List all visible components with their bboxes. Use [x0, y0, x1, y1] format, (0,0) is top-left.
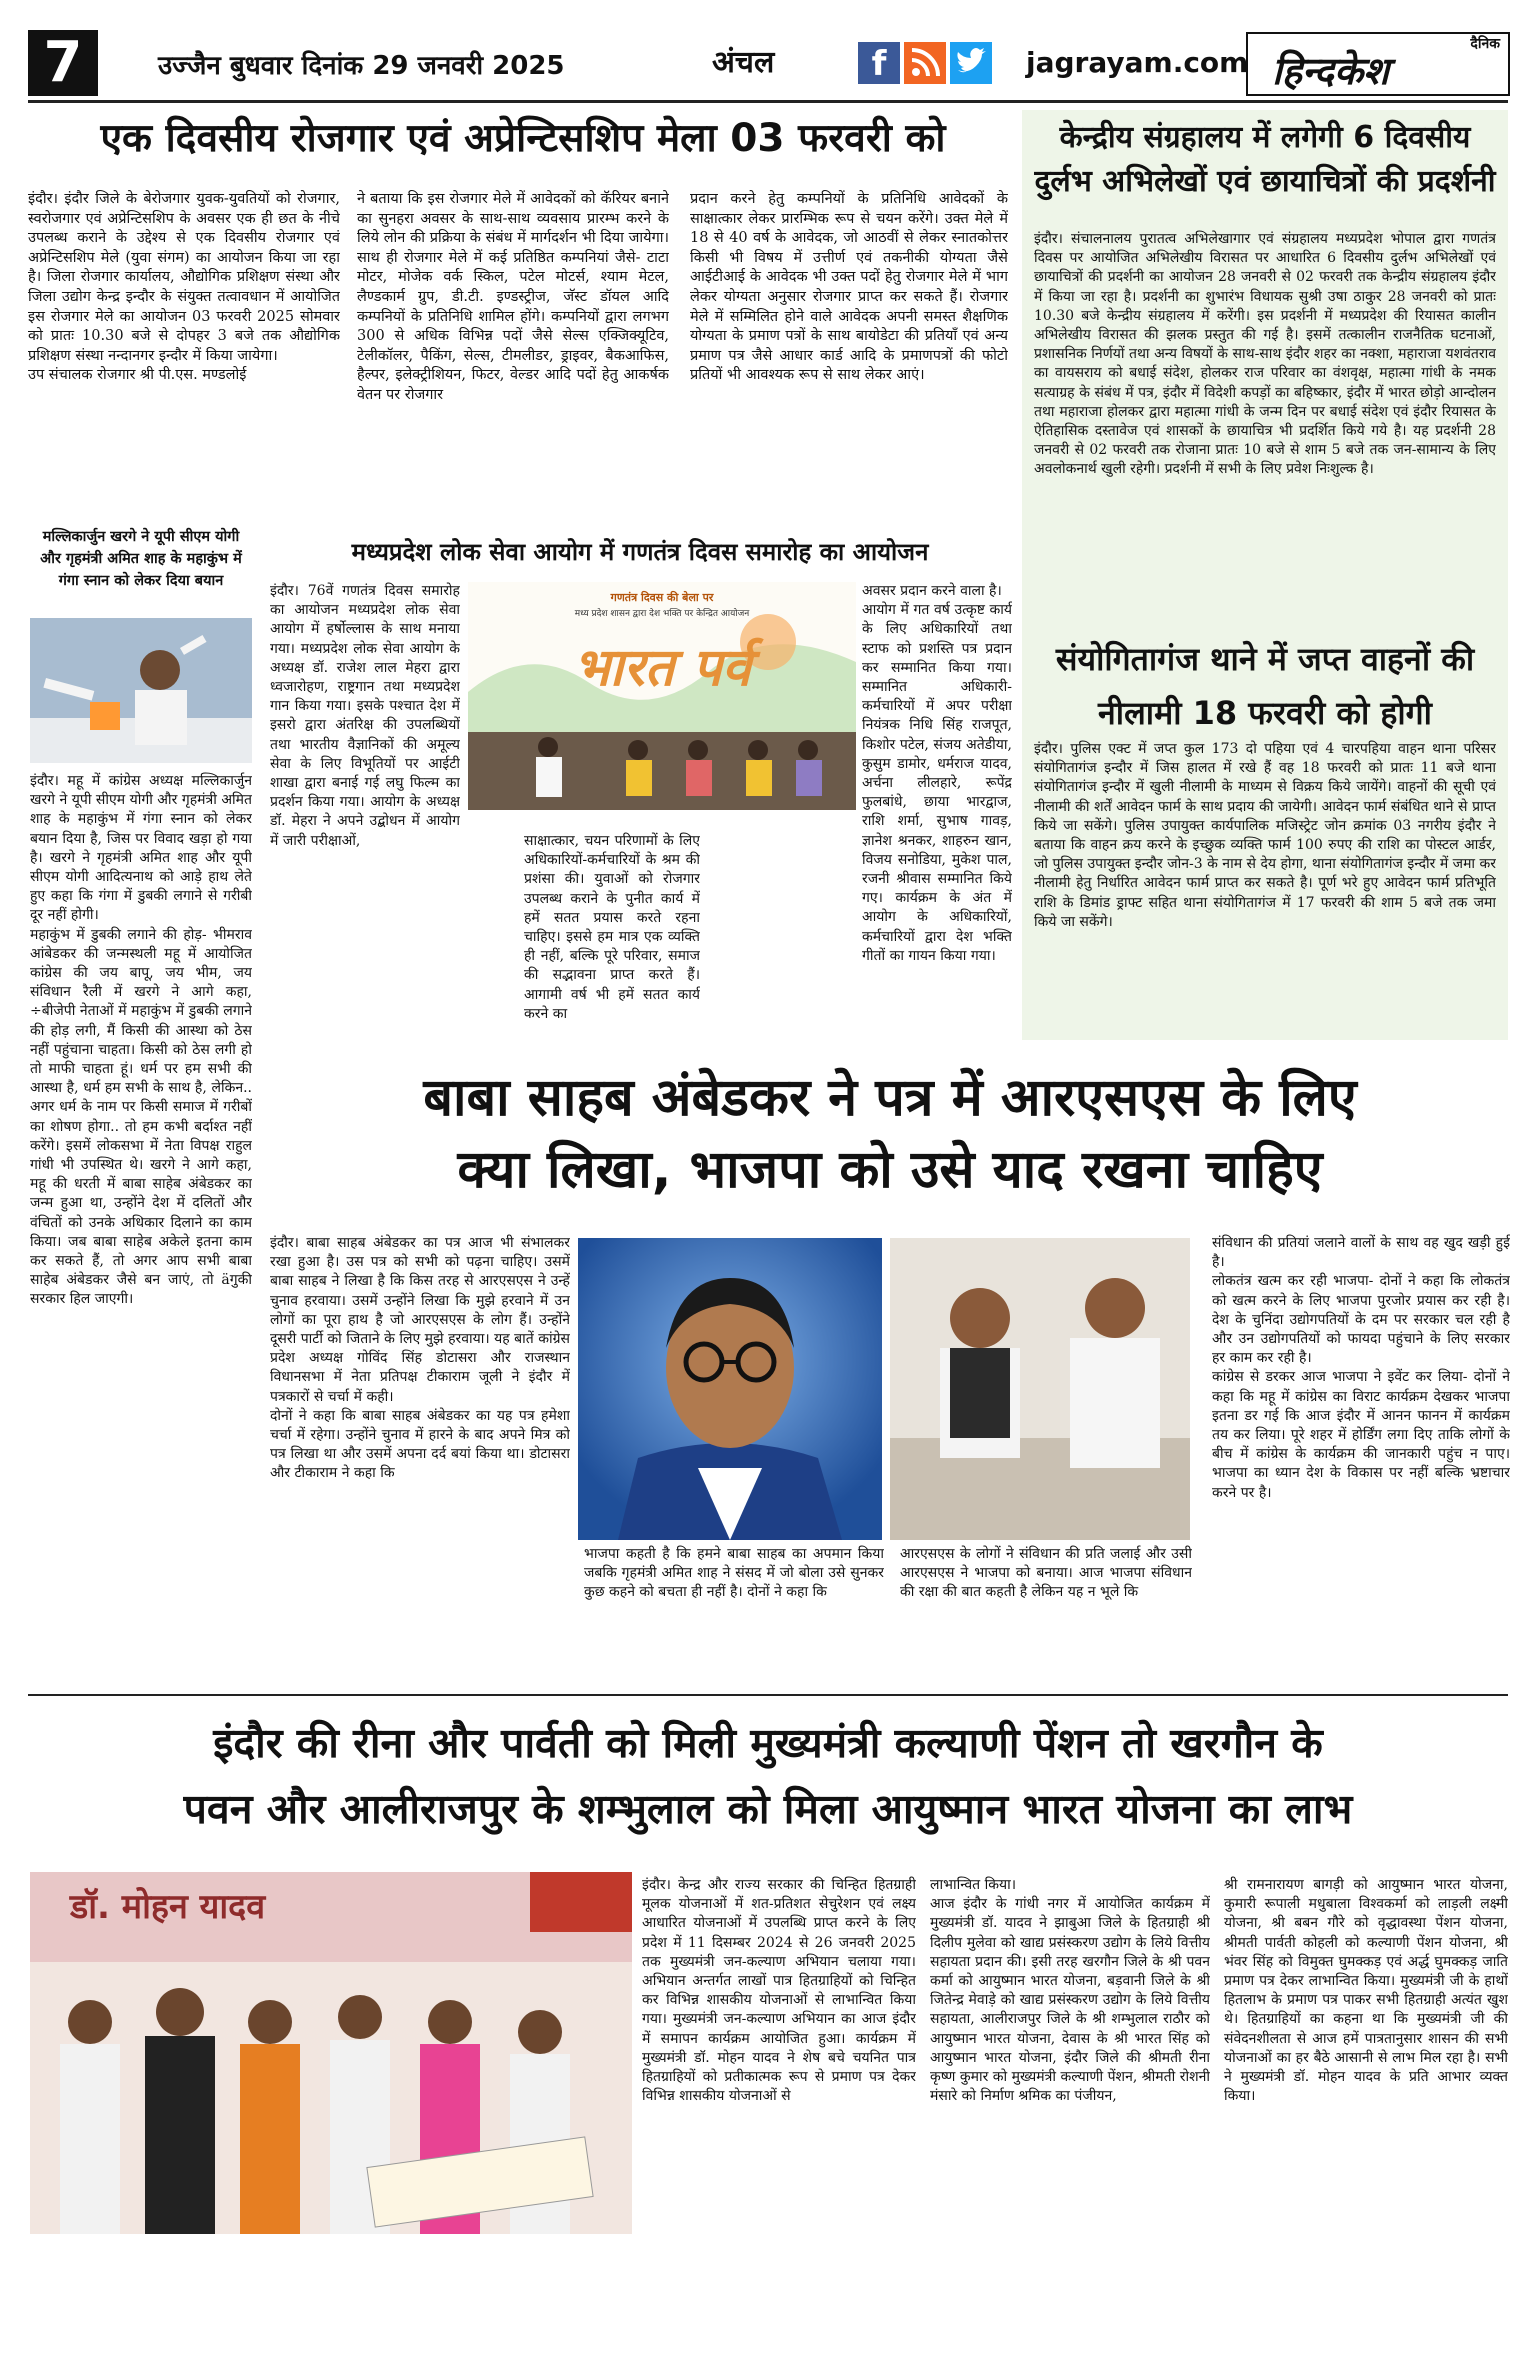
article-ambedkar-col3: संविधान की प्रतियां जलाने वालों के साथ वह खुद खड़ी हुई है। लोकतंत्र खत्म कर रही भाजपा- दोनों ने कहा कि लोकतंत्र को खत्म करने के लिए भाजपा पुरजोर प्रयास कर रही है। देश के चुनिंदा उद्योगपतियों के दम पर सरकार चल रही है और उन उद्योगपतियों को फायदा पहुंचाने के लिए सरकार हर काम कर रही है। कांग्रेस से डरकर आज भाजपा ने इवेंट कर लिया- दोनों ने कहा कि महू में कांग्रेस का विराट कार्यक्रम देखकर भाजपा इतना डर गई कि आज इंदौर में आनन फानन में कार्यक्रम तय कर लिया। पूरे शहर में होर्डिंग लगा दिए ताकि लोगों के बीच में कांग्रेस के कार्यक्रम की जानकारी पहुंच न पाए। भाजपा का ध्यान देश के विकास पर नहीं बल्कि भ्रष्टाचार करने पर है। [1212, 1235, 1510, 1501]
page-number: 7 [43, 30, 83, 95]
paper-logo [1246, 32, 1510, 96]
ambedkar-caption-2: आरएसएस के लोगों ने संविधान की प्रति जलाई और उसी आरएसएस ने भाजपा को बनाया। आज भाजपा संविधान की रक्षा की बात कहती है लेकिन यह न भूले कि [900, 1546, 1192, 1600]
headline-mppsc: मध्यप्रदेश लोक सेवा आयोग में गणतंत्र दिवस समारोह का आयोजन [351, 538, 929, 566]
kharge-photo [30, 618, 252, 763]
headline-ambedkar-line1: बाबा साहब अंबेडकर ने पत्र में आरएसएस के लिए [423, 1068, 1357, 1128]
article-neelami-body: इंदौर। पुलिस एक्ट में जप्त कुल 173 दो पहिया एवं 4 चारपहिया वाहन थाना परिसर संयोगितागंज इन्दौर में जिस हालत में रखे हैं वह 18 फरवरी को प्रातः 11 बजे थाना संयोगितागंज इन्दौर में खुली नीलामी के माध्यम से विक्रय किये जायेंगे। वाहनों की सूची एवं नीलामी की शर्तें आवेदन फार्म के साथ प्रदाय की जायेगी। आवेदन फार्म संबंधित थाने से प्राप्त किये जा सकेंगे। पुलिस उपायुक्त कार्यपालिक मजिस्ट्रेट जोन क्रमांक 03 नगरीय इंदौर ने बताया कि वाहन क्रय करने के इच्छुक व्यक्ति फार्म 100 रुपए की राशि का पोस्टल आर्डर, जो पुलिस उपायुक्त इन्दौर जोन-3 के नाम से देय होगा, थाना संयोगितागंज इन्दौर में जमा कर नीलामी हेतु निर्धारित आवेदन फार्म प्राप्त कर सकते है। पूर्ण भरे हुए आवेदन फार्म प्रतिभूति राशि के डिमांड ड्राफ्ट सहित थाना संयोगितागंज में 17 फरवरी की शाम 5 बजे तक जमा किये जा सकेंगे। [1034, 741, 1496, 930]
paper-tag: दैनिक [1470, 36, 1500, 52]
press-conference-photo [890, 1238, 1190, 1540]
headline-rojgar-mela: एक दिवसीय रोजगार एवं अप्रेन्टिसशिप मेला 03 फरवरी को [100, 116, 946, 161]
bharat-parv-photo [468, 582, 856, 810]
paper-name: हिन्दकेश [1272, 49, 1389, 93]
section-divider [28, 1694, 1508, 1696]
twitter-icon[interactable] [950, 42, 992, 84]
jankalyan-photo [30, 1872, 632, 2234]
article-ambedkar-col1: इंदौर। बाबा साहब अंबेडकर का पत्र आज भी संभालकर रखा हुआ है। उस पत्र को सभी को पढ़ना चाहिए। उसमें बाबा साहब ने लिखा है कि किस तरह से आरएसएस ने उन्हें चुनाव हरवाया। उसमें उन्होंने लिखा कि मुझे हरवाने में उन लोगों का पूरा हाथ है जो आरएसएस के लोग हैं। उन्होंने दूसरी पार्टी को जिताने के लिए मुझे हरवाया। यह बातें कांग्रेस प्रदेश अध्यक्ष गोविंद सिंह डोटासरा और राजस्थान विधानसभा में नेता प्रतिपक्ष टीकाराम जूली ने इंदौर में पत्रकारों से चर्चा में कही। दोनों ने कहा कि बाबा साहब अंबेडकर का यह पत्र हमेशा चर्चा में रहेगा। उन्होंने चुनाव में हारने के बाद अपने मित्र को पत्र लिखा था और उसमें अपना दर्द बयां किया था। डोटासरा और टीकाराम ने कहा कि [270, 1235, 570, 1482]
article-rojgar-col3: प्रदान करने हेतु कम्पनियों के प्रतिनिधि आवेदकों के साक्षात्कार लेकर प्रारम्भिक रूप से चयन करेंगे। उक्त मेले में 18 से 40 वर्ष के आवेदक, जो आठवीं से लेकर स्नातकोत्तर किसी भी विषय में उत्तीर्ण एवं तकनीकी योग्यता जैसे आईटीआई के आवेदक भी उक्त पदों हेतु रोजगार मेले में भाग लेकर योग्यता अनुसार रोजगार प्राप्त कर सकते हैं। रोजगार मेले में सम्मिलित होने वाले आवेदक अपनी समस्त शैक्षणिक योग्यता के प्रमाण पत्रों के साथ बायोडेटा की प्रतियाँ एवं अन्य प्रमाण पत्र जैसे आधार कार्ड आदि के प्रमाणपत्रों की फोटो प्रतियों भी आवश्यक रूप से साथ लेकर आएं। [690, 191, 1008, 384]
article-rojgar-col1: इंदौर। इंदौर जिले के बेरोजगार युवक-युवतियों को रोजगार, स्वरोजगार एवं अप्रेन्टिसशिप के अवसर एक ही छत के नीचे उपलब्ध कराने के उद्देश्य से एक दिवसीय रोजगार एवं अप्रेन्टिसशिप मेले (युवा संगम) का आयोजन किया जा रहा है। जिला रोजगार कार्यालय, औद्योगिक प्रशिक्षण संस्था और जिला उद्योग केन्द्र इन्दौर के संयुक्त तत्वावधान में आयोजित इस रोजगार मेले का आयोजन 03 फरवरी 2025 सोमवार को प्रातः 10.30 बजे से दोपहर 3 बजे तक औद्योगिक प्रशिक्षण संस्था नन्दानगर इन्दौर में किया जायेगा। उप संचालक रोजगार श्री पी.एस. मण्डलोई [28, 191, 340, 384]
photo-banner-text: डॉ. मोहन यादव [70, 1887, 266, 1927]
article-mppsc-col2: साक्षात्कार, चयन परिणामों के लिए अधिकारियों-कर्मचारियों के श्रम की प्रशंसा की। युवाओं को रोजगार उपलब्ध कराने के पुनीत कार्य में हमें सतत प्रयास करते रहना चाहिए। इससे हम मात्र एक व्यक्ति ही नहीं, बल्कि पूरे परिवार, समाज की सद्भावना प्राप्त करते हैं। आगामी वर्ष भी हमें सतत कार्य करने का [524, 833, 700, 1022]
website-url[interactable]: jagrayam.com [1026, 46, 1249, 79]
article-jankalyan-col1: इंदौर। केन्द्र और राज्य सरकार की चिन्हित हितग्राही मूलक योजनाओं में शत-प्रतिशत सेचुरेशन एवं लक्ष्य आधारित योजनाओं में उपलब्धि प्राप्त करने के लिए प्रदेश में 11 दिसम्बर 2024 से 26 जनवरी 2025 तक मुख्यमंत्री जन-कल्याण अभियान चलाया गया। अभियान अन्तर्गत लाखों पात्र हितग्राहियों को चिन्हित कर विभिन्न शासकीय योजनाओं से लाभान्वित किया गया। मुख्यमंत्री जन-कल्याण अभियान का आज इंदौर में समापन कार्यक्रम आयोजित हुआ। कार्यक्रम में मुख्यमंत्री डॉ. मोहन यादव ने शेष बचे चयनित पात्र हितग्राहियों को प्रतीकात्मक रूप से प्रमाण पत्र देकर विभिन्न शासकीय योजनाओं से [642, 1877, 916, 2105]
facebook-icon[interactable]: f [858, 42, 900, 84]
headline-kharge: मल्लिकार्जुन खरगे ने यूपी सीएम योगी और गृहमंत्री अमित शाह के महाकुंभ में गंगा स्नान को लेकर दिया बयान [30, 526, 252, 592]
headline-jankalyan-line2: पवन और आलीराजपुर के शम्भुलाल को मिला आयुष्मान भारत योजना का लाभ [183, 1785, 1353, 1833]
banner-line2: मध्य प्रदेश शासन द्वारा देश भक्ति पर केन्द्रित आयोजन [574, 609, 750, 619]
banner-title: भारत पर्व [573, 638, 751, 698]
rss-icon[interactable] [904, 42, 946, 84]
headline-ambedkar-line2: क्या लिखा, भाजपा को उसे याद रखना चाहिए [457, 1140, 1323, 1200]
social-icons [858, 42, 994, 84]
article-jankalyan-col2: लाभान्वित किया। आज इंदौर के गांधी नगर में आयोजित कार्यक्रम में मुख्यमंत्री डॉ. यादव ने झाबुआ जिले के हितग्राही श्री दिलीप मुलेवा को खाद्य प्रसंस्करण उद्योग के लिये वित्तीय सहायता प्रदान की। इसी तरह खरगौन जिले के श्री पवन कर्मा को आयुष्मान भारत योजना, बड़वानी जिले के श्री जितेन्द्र मेवाड़े को खाद्य प्रसंस्करण उद्योग के लिये वित्तीय सहायता, आलीराजपुर जिले के श्री शम्भुलाल राठौर को आयुष्मान भारत योजना, देवास के श्री भारत सिंह को आयुष्मान भारत योजना, इंदौर जिले की श्रीमती रीना कृष्ण कुमार को मुख्यमंत्री कल्याणी पेंशन, श्रीमती रोशनी मंसारे को निर्माण श्रमिक का पंजीयन, [930, 1877, 1210, 2105]
article-kharge-body: इंदौर। महू में कांग्रेस अध्यक्ष मल्लिकार्जुन खरगे ने यूपी सीएम योगी और गृहमंत्री अमित शाह के महाकुंभ में गंगा स्नान को लेकर बयान दिया है, जिस पर विवाद खड़ा हो गया है। खरगे ने गृहमंत्री अमित शाह और यूपी सीएम योगी आदित्यनाथ को आड़े हाथ लेते हुए कहा कि गंगा में डुबकी लगाने से गरीबी दूर नहीं होगी। महाकुंभ में डुबकी लगाने की होड़- भीमराव आंबेडकर की जन्मस्थली महू में आयोजित कांग्रेस की जय बापू, जय भीम, जय संविधान रैली में खरगे ने आगे कहा, ÷बीजेपी नेताओं में महाकुंभ में डुबकी लगाने की होड़ लगी, मैं किसी की आस्था को ठेस नहीं पहुंचाना चाहता। किसी को ठेस लगी हो तो माफी चाहता हूं। धर्म पर हम सभी की आस्था है, धर्म हम सभी के साथ है, लेकिन.. अगर धर्म के नाम पर किसी समाज में गरीबों का शोषण होगा.. तो हम कभी बर्दाश्त नहीं करेंगे। इसमें लोकसभा में नेता विपक्ष राहुल गांधी भी उपस्थित थे। खरगे ने आगे कहा, महू की धरती में बाबा साहेब अंबेडकर का जन्म हुआ था, उन्होंने देश में दलितों और वंचितों को उनके अधिकार दिलाने का काम किया। जब बाबा साहेब अकेले इतना काम कर सकते हैं, तो अगर आप सभी बाबा साहेब अंबेडकर जैसे बन जाएं, तो äगुकी सरकार हिल जाएगी। [30, 773, 252, 1308]
article-jankalyan-col3: श्री रामनारायण बागड़ी को आयुष्मान भारत योजना, कुमारी रूपाली मधुबाला विश्वकर्मा को लाड़ली लक्ष्मी योजना, श्री बबन गौरे को वृद्धावस्था पेंशन योजना, श्रीमती पार्वती कोहली को कल्याणी पेंशन योजना, श्री भंवर सिंह को विमुक्त घुमक्कड़ एवं अर्द्ध घुमक्कड़ जाति प्रमाण पत्र देकर लाभान्वित किया। मुख्यमंत्री जी के हाथों हितलाभ के प्रमाण पत्र पाकर सभी हितग्राही अत्यंत खुश थे। हितग्राहियों का कहना था कि मुख्यमंत्री जी की संवेदनशीलता से आज हमें पात्रतानुसार शासन की सभी योजनाओं का हर बैठे आसानी से लाभ मिल रहा है। सभी ने मुख्यमंत्री डॉ. मोहन यादव के प्रति आभार व्यक्त किया। [1224, 1877, 1508, 2105]
article-rojgar-col2: ने बताया कि इस रोजगार मेले में आवेदकों को कॅरियर बनाने का सुनहरा अवसर के साथ-साथ व्यवसाय प्रारम्भ करने के लिये लोन की प्रक्रिया के संबंध में मार्गदर्शन भी दिया जायेगा। साथ ही रोजगार मेले में कई प्रतिष्ठित कम्पनियां जैसे- टाटा मोटर, मोजेक वर्क स्किल, पटेल मोटर्स, श्याम मेटल, लैण्डकार्म ग्रुप, डी.टी. इण्डस्ट्रीज, जॅस्ट डॉयल आदि कम्पनियों के प्रतिनिधि शामिल होंगे। कम्पनियों द्वारा लगभग 300 से अधिक विभिन्न पदों जैसे सेल्स एक्जिक्यूटिव, टेलीकॉलर, पैकिंग, सेल्स, टीमलीडर, ड्राइवर, बैकआफिस, हैल्पर, इलेक्ट्रीशियन, फिटर, वेल्डर आदि पदों हेतु आकर्षक वेतन पर रोजगार [357, 191, 669, 403]
banner-small-text: गणतंत्र दिवस की बेला पर [610, 591, 714, 604]
headline-jankalyan-line1: इंदौर की रीना और पार्वती को मिली मुख्यमंत्री कल्याणी पेंशन तो खरगौन के [213, 1719, 1323, 1767]
headline-neelami: संयोगितागंज थाने में जप्त वाहनों की नीलामी 18 फरवरी को होगी [1055, 640, 1475, 732]
masthead [28, 30, 1508, 98]
dateline: उज्जैन बुधवार दिनांक 29 जनवरी 2025 [158, 51, 565, 81]
page-number-box [28, 30, 98, 96]
masthead-rule [28, 100, 1508, 103]
article-sangrahalay-body: इंदौर। संचालनालय पुरातत्व अभिलेखागार एवं संग्रहालय मध्यप्रदेश भोपाल द्वारा गणतंत्र दिवस पर आयोजित अभिलेखीय विरासत पर आधारित 6 दिवसीय दुर्लभ अभिलेखों एवं छायाचित्रों की प्रदर्शनी का आयोजन 28 जनवरी से 02 फरवरी तक केन्द्रीय संग्रहालय इंदौर में किया जा रहा है। प्रदर्शनी का शुभारंभ विधायक सुश्री उषा ठाकुर 28 जनवरी को प्रातः 10.30 बजे केन्द्रीय संग्रहालय में करेंगी। इस प्रदर्शनी में मध्यप्रदेश की रियासत कालीन अभिलेखीय विरासत की झलक प्रस्तुत की गई है। इसमें तत्कालीन राजनैतिक घटनाओं, प्रशासनिक निर्णयों तथा अन्य विषयों के साथ-साथ इंदौर शहर का नक्शा, महाराजा यशवंतराव का वायसराय को बधाई संदेश, होलकर राज परिवार का वंशवृक्ष, महात्मा गांधी के नमक सत्याग्रह के संबंध में पत्र, इंदौर में विदेशी कपड़ों का बहिष्कार, इंदौर में भारत छोड़ो आन्दोलन तथा महाराजा होलकर द्वारा महात्मा गांधी के जन्म दिन पर बधाई संदेश एवं इंदौर रियासत के ऐतिहासिक दस्तावेज एवं शासकों के छायाचित्र भी प्रदर्शित किये गये है। यह प्रदर्शनी 28 जनवरी से 02 फरवरी तक रोजाना प्रातः 10 बजे से शाम 5 बजे तक जन-सामान्य के लिए अवलोकनार्थ खुली रहेगी। प्रदर्शनी में सभी के लिए प्रवेश निःशुल्क है। [1034, 231, 1496, 478]
ambedkar-portrait [578, 1238, 882, 1540]
section-name: अंचल [712, 45, 775, 80]
article-mppsc-col3: अवसर प्रदान करने वाला है। आयोग में गत वर्ष उत्कृष्ट कार्य के लिए अधिकारियों तथा स्टाफ को प्रशस्ति पत्र प्रदान कर सम्मानित किया गया। सम्मानित अधिकारी-कर्मचारियों में अपर परीक्षा नियंत्रक निधि सिंह राजपूत, किशोर पटेल, संजय अतेडीया, कुसुम डामोर, धर्मराज यादव, अर्चना लीलहारे, रूपेंद्र फुलबांधे, छाया भारद्वाज, राशि शर्मा, सुभाष गावड़, ज्ञानेश श्रनकर, शाहरुन खान, विजय सनोडिया, मुकेश पाल, रजनी श्रीवास सम्मानित किये गए। कार्यक्रम के अंत में आयोग के अधिकारियों, कर्मचारियों द्वारा देश भक्ति गीतों का गायन किया गया। [862, 583, 1012, 964]
headline-sangrahalay: केन्द्रीय संग्रहालय में लगेगी 6 दिवसीय दुर्लभ अभिलेखों एवं छायाचित्रों की प्रदर्शनी [1034, 120, 1496, 199]
ambedkar-caption-1: भाजपा कहती है कि हमने बाबा साहब का अपमान किया जबकि गृहमंत्री अमित शाह ने संसद में जो बोला उसे सुनकर कुछ कहने को बचता ही नहीं है। दोनों ने कहा कि [584, 1546, 884, 1600]
article-mppsc-col1: इंदौर। 76वें गणतंत्र दिवस समारोह का आयोजन मध्यप्रदेश लोक सेवा आयोग में हर्षोल्लास के साथ मनाया गया। मध्यप्रदेश लोक सेवा आयोग के अध्यक्ष डॉ. राजेश लाल मेहरा द्वारा ध्वजारोहण, राष्ट्रगान तथा मध्यप्रदेश गान किया गया। इसके पश्चात देश में इसरो द्वारा अंतरिक्ष की उपलब्धियों तथा भारतीय वैज्ञानिकों की अमूल्य सेवा के लिए विभूतियों पर आईटी शाखा द्वारा बनाई गई लघु फिल्म का प्रदर्शन किया गया। आयोग के अध्यक्ष डॉ. मेहरा ने अपने उद्बोधन में आयोग में जारी परीक्षाओं, [270, 583, 460, 849]
